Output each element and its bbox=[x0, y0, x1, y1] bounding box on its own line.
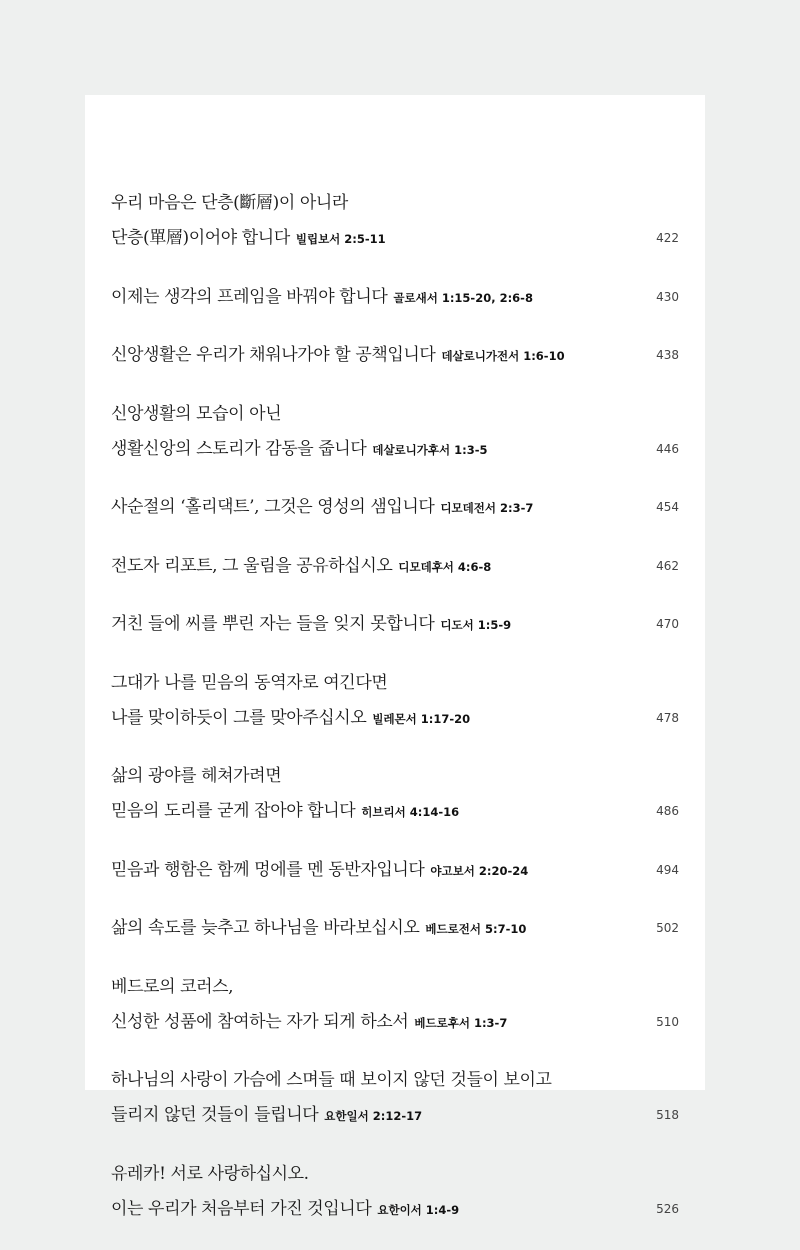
toc-entry-title-line bbox=[111, 432, 679, 467]
toc-entry-page-number: 422 bbox=[656, 231, 679, 245]
toc-entry bbox=[111, 607, 679, 642]
toc-entry-title-text: 나를 맞이하듯이 그를 맞아주십시오 bbox=[111, 707, 367, 728]
toc-entry-title-line bbox=[111, 1192, 679, 1227]
toc-entry-page-number: 454 bbox=[656, 500, 679, 514]
toc-entry-title-text: 거친 들에 씨를 뿌린 자는 들을 잊지 못합니다 bbox=[111, 614, 435, 634]
toc-entry bbox=[111, 759, 679, 829]
toc-entry-title-line bbox=[111, 1157, 679, 1192]
toc-entry-page-number: 510 bbox=[656, 1014, 679, 1029]
toc-entry-title-line bbox=[111, 186, 679, 221]
toc-entry-scripture-reference: 빌레몬서 1:17-20 bbox=[372, 711, 471, 726]
toc-entry-title-text: 삶의 속도를 늦추고 하나님을 바라보십시오 bbox=[111, 918, 420, 938]
toc-entry-page-number: 462 bbox=[656, 558, 679, 573]
toc-entry-title-text: 들리지 않던 것들이 들립니다 bbox=[111, 1105, 319, 1125]
toc-entry bbox=[111, 280, 679, 315]
toc-entry-scripture-reference: 골로새서 1:15-20, 2:6-8 bbox=[393, 290, 533, 305]
toc-entry bbox=[111, 970, 679, 1040]
toc-entry-title-text: 신앙생활의 모습이 아닌 bbox=[111, 403, 282, 424]
toc-entry bbox=[111, 1063, 679, 1133]
toc-entry-scripture-reference: 베드로전서 5:7-10 bbox=[425, 922, 527, 936]
toc-entry-title-line bbox=[111, 1063, 679, 1098]
toc-entry-title-line bbox=[111, 607, 679, 642]
toc-entry-title-line bbox=[111, 1098, 679, 1133]
toc-entry-title-line bbox=[111, 701, 679, 736]
toc-entry-scripture-reference: 요한일서 2:12-17 bbox=[324, 1109, 423, 1123]
toc-entry-title-line bbox=[111, 794, 679, 829]
toc-entry-title-text: 전도자 리포트, 그 울림을 공유하십시오 bbox=[111, 555, 393, 576]
toc-entry-title-line bbox=[111, 970, 679, 1005]
toc-entry-title-text: 신앙생활은 우리가 채워나가야 할 공책입니다 bbox=[111, 345, 436, 365]
toc-entry-page-number: 502 bbox=[656, 921, 679, 935]
toc-entry-title-line bbox=[111, 338, 679, 373]
toc-entry bbox=[111, 490, 679, 525]
toc-entry-title-text: 단층(單層)이어야 합니다 bbox=[111, 228, 290, 248]
toc-entry-scripture-reference: 디모데후서 4:6-8 bbox=[398, 559, 492, 574]
toc-entry-title-line bbox=[111, 666, 679, 701]
toc-entry-title-line bbox=[111, 853, 679, 888]
toc-entry-page-number: 430 bbox=[656, 289, 679, 304]
toc-entry-scripture-reference: 데살로니가후서 1:3-5 bbox=[372, 442, 488, 457]
toc-entry bbox=[111, 186, 679, 256]
toc-entry-scripture-reference: 야고보서 2:20-24 bbox=[430, 863, 529, 878]
toc-entry-title-line bbox=[111, 1005, 679, 1040]
toc-entry bbox=[111, 397, 679, 467]
toc-entry-scripture-reference: 히브리서 4:14-16 bbox=[361, 805, 460, 819]
toc-entry-scripture-reference: 베드로후서 1:3-7 bbox=[414, 1015, 508, 1030]
toc-entry bbox=[111, 338, 679, 373]
toc-entry-title-text: 하나님의 사랑이 가슴에 스며들 때 보이지 않던 것들이 보이고 bbox=[111, 1070, 552, 1090]
toc-entry-page-number: 470 bbox=[656, 617, 679, 631]
toc-entry-title-line bbox=[111, 490, 679, 525]
toc-entry-title-text: 이제는 생각의 프레임을 바꿔야 합니다 bbox=[111, 286, 388, 307]
toc-entry-scripture-reference: 데살로니가전서 1:6-10 bbox=[441, 349, 565, 363]
toc-entry-title-text: 이는 우리가 처음부터 가진 것입니다 bbox=[111, 1198, 372, 1219]
toc-entry-scripture-reference: 빌립보서 2:5-11 bbox=[295, 232, 386, 246]
toc-entry-title-text: 삶의 광야를 헤쳐가려면 bbox=[111, 766, 282, 786]
toc-entry-title-text: 믿음의 도리를 굳게 잡아야 합니다 bbox=[111, 801, 356, 821]
toc-entry-page-number: 526 bbox=[656, 1201, 679, 1216]
toc-entry-page-number: 478 bbox=[656, 710, 679, 725]
toc-entry-title-line bbox=[111, 911, 679, 946]
toc-entry-scripture-reference: 디모데전서 2:3-7 bbox=[440, 501, 534, 515]
toc-entry-title-text: 사순절의 ‘홀리댁트’, 그것은 영성의 샘입니다 bbox=[111, 497, 435, 517]
toc-entry bbox=[111, 853, 679, 888]
toc-entry-title-line bbox=[111, 280, 679, 315]
toc-entry-title-line bbox=[111, 759, 679, 794]
toc-entry-page-number: 518 bbox=[656, 1108, 679, 1122]
toc-entry-page-number: 494 bbox=[656, 862, 679, 877]
toc-entry-page-number: 438 bbox=[656, 348, 679, 362]
toc-entry-title-line bbox=[111, 397, 679, 432]
toc-entry bbox=[111, 1157, 679, 1227]
toc-entry-title-text: 믿음과 행함은 함께 멍에를 멘 동반자입니다 bbox=[111, 859, 425, 880]
toc-entry-title-text: 우리 마음은 단층(斷層)이 아니라 bbox=[111, 193, 348, 213]
toc-entry bbox=[111, 549, 679, 584]
book-page bbox=[85, 95, 705, 1219]
toc-entry-title-text: 유레카! 서로 사랑하십시오. bbox=[111, 1163, 309, 1184]
toc-entry-title-line bbox=[111, 221, 679, 256]
toc-entry-page-number: 446 bbox=[656, 441, 679, 456]
table-of-contents bbox=[111, 186, 679, 1250]
toc-entry-scripture-reference: 디도서 1:5-9 bbox=[440, 618, 512, 632]
toc-entry-page-number: 486 bbox=[656, 804, 679, 818]
toc-entry-title-text: 베드로의 코러스, bbox=[111, 976, 234, 997]
toc-entry-title-text: 그대가 나를 믿음의 동역자로 여긴다면 bbox=[111, 672, 388, 693]
toc-entry-scripture-reference: 요한이서 1:4-9 bbox=[377, 1202, 460, 1217]
toc-entry-title-line bbox=[111, 549, 679, 584]
toc-entry-title-text: 생활신앙의 스토리가 감동을 줍니다 bbox=[111, 438, 367, 459]
toc-entry bbox=[111, 666, 679, 736]
toc-entry bbox=[111, 911, 679, 946]
toc-entry-title-text: 신성한 성품에 참여하는 자가 되게 하소서 bbox=[111, 1011, 409, 1032]
